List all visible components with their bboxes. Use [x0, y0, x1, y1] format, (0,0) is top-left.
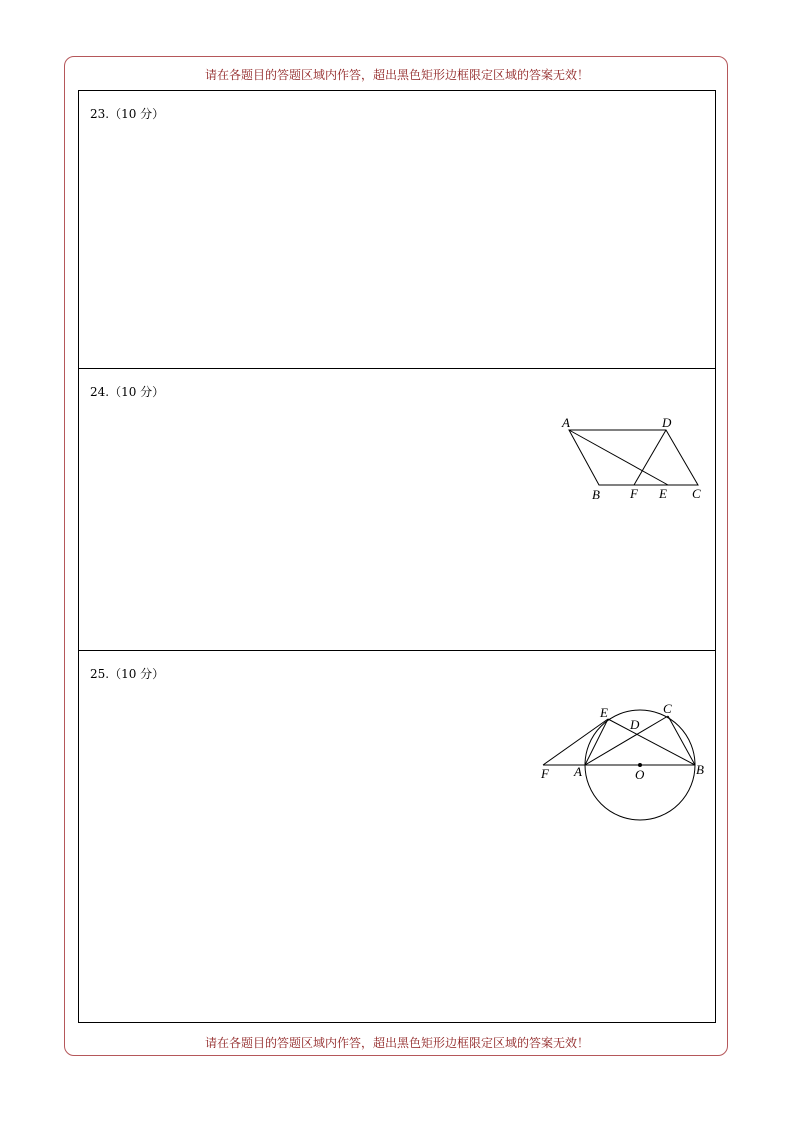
answer-box-24[interactable]	[78, 368, 716, 651]
label-a: A	[562, 415, 570, 430]
answer-box-23[interactable]	[78, 90, 716, 369]
label-d: D	[630, 717, 640, 732]
label-f: F	[630, 486, 638, 501]
label-e: E	[600, 705, 608, 720]
label-b: B	[592, 487, 600, 502]
parallelogram-figure	[79, 369, 717, 652]
question-24-label: 24.（10 分）	[90, 385, 165, 399]
label-c: C	[692, 486, 701, 501]
bottom-notice: 请在各题目的答题区域内作答，超出黑色矩形边框限定区域的答案无效！	[204, 1036, 589, 1050]
question-23-label: 23.（10 分）	[90, 107, 165, 121]
label-d: D	[662, 415, 672, 430]
segment-df	[634, 430, 666, 485]
circle-figure	[79, 651, 717, 1024]
answer-box-25[interactable]	[78, 650, 716, 1023]
question-25-label: 25.（10 分）	[90, 667, 165, 681]
label-b: B	[696, 762, 704, 777]
top-notice: 请在各题目的答题区域内作答，超出黑色矩形边框限定区域的答案无效！	[204, 68, 589, 82]
label-o: O	[635, 767, 645, 782]
label-a: A	[574, 764, 582, 779]
parallelogram-abcd	[569, 430, 698, 485]
segment-fe	[543, 719, 608, 765]
label-e: E	[659, 486, 667, 501]
label-f: F	[541, 766, 549, 781]
label-c: C	[663, 701, 672, 716]
